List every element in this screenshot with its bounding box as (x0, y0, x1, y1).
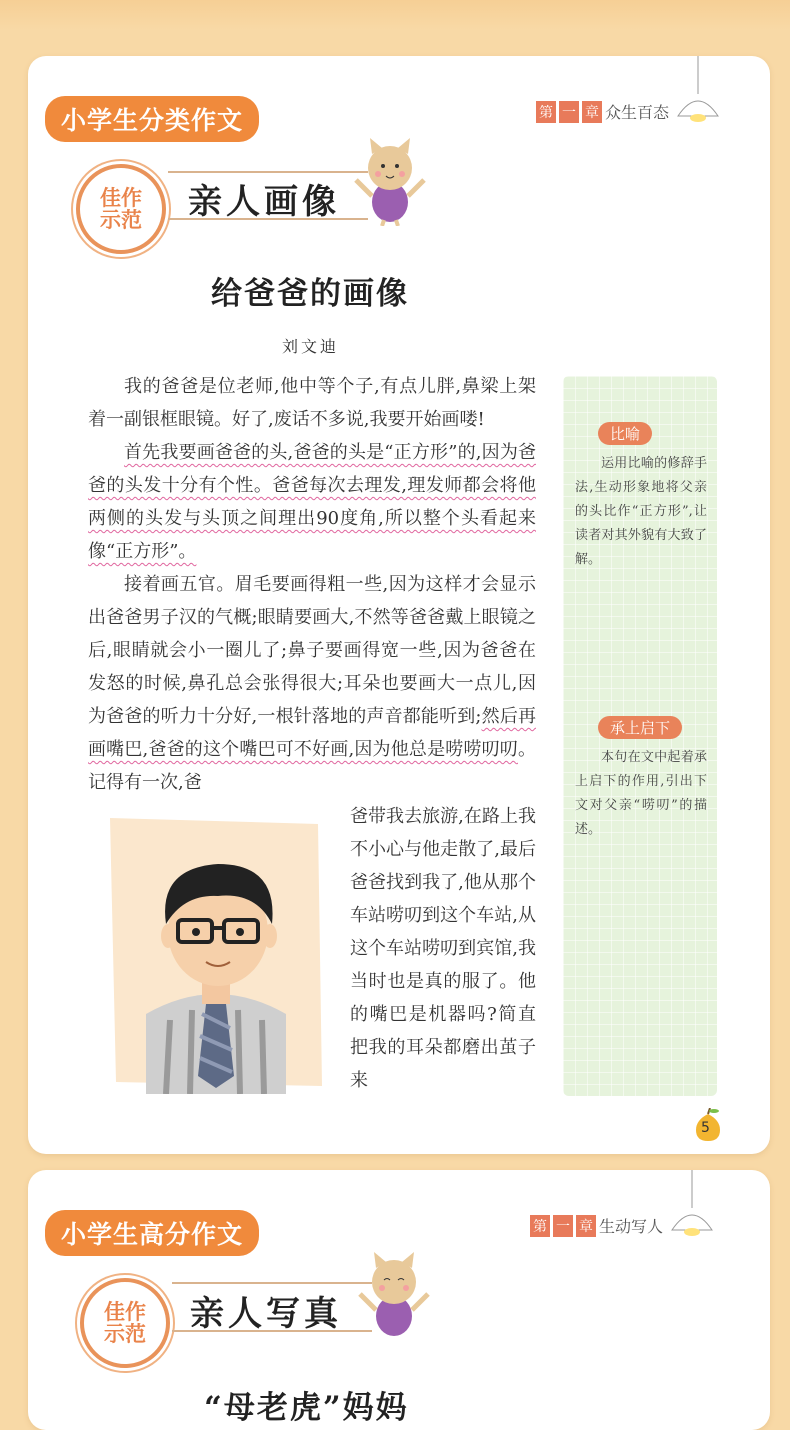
paragraph-3-wrap: 爸带我去旅游,在路上我不小心与他走散了,最后爸爸找到我了,他从那个车站唠叨到这个车站,从这个车站唠叨到宾馆,我当时也是真的服了。他的嘴巴是机器吗?简直把我的耳朵都磨出茧子来 (350, 806, 536, 1091)
essay-title-2: “母老虎”妈妈 (204, 1390, 409, 1426)
book-page-1 (28, 56, 770, 1154)
paragraph-3-tail: 。记得有一次,爸 (88, 739, 536, 793)
banner2-line-top (172, 1282, 372, 1284)
chapter-header (536, 100, 669, 123)
lamp-icon-2 (668, 1170, 718, 1240)
badge-line-2: 示范 (100, 208, 142, 232)
page-number-text: 5 (701, 1120, 710, 1136)
badge-line-1: 佳作 (100, 185, 142, 210)
chapter-box-2: 一 (559, 101, 579, 123)
chapter-header-2 (530, 1214, 663, 1237)
badge-exemplary-2 (80, 1278, 170, 1368)
banner-line-top (168, 171, 368, 173)
section-title: 亲人画像 (188, 182, 340, 222)
book-page-2 (28, 1170, 770, 1430)
note-tag-metaphor: 比喻 (598, 422, 652, 445)
dad-portrait-image (106, 814, 326, 1094)
paragraph-3-text: 接着画五官。眉毛要画得粗一些,因为这样才会显示出爸爸男子汉的气概;眼睛要画大,不然等爸爸戴上眼镜之后,眼睛就会小一圈儿了;鼻子要画得宽一些,因为爸爸在发怒的时候,鼻孔总会张得很大;耳朵也要画大一点儿,因为爸爸的听力十分好,一根针落地的声音都能听到; (88, 574, 536, 727)
chapter-box-3: 章 (582, 101, 602, 123)
note-text-metaphor: 运用比喻的修辞手法,生动形象地将父亲的头比作“正方形”,让读者对其外貌有大致了解。 (575, 456, 707, 567)
chapter-box-1: 第 (536, 101, 556, 123)
note-tag-transition: 承上启下 (598, 716, 682, 739)
underlined-simile: 首先我要画爸爸的头,爸爸的头是“正方形”的,因为爸爸的头发十分有个性。爸爸每次去理发,理发师都会将他两侧的头发与头顶之间理出90度角,所以整个头看起来像“正方形”。 (88, 442, 536, 562)
badge-exemplary (76, 164, 166, 254)
chapter2-title: 生动写人 (599, 1217, 664, 1236)
category-tag-2: 小学生高分作文 (45, 1210, 259, 1256)
chapter-title: 众生百态 (605, 103, 670, 122)
underlined-transition: 然后再画嘴巴,爸爸的这个嘴巴可不好画,因为他总是唠唠叨叨 (88, 706, 536, 760)
chapter2-box-1: 第 (530, 1215, 550, 1237)
paragraph-1: 我的爸爸是位老师,他中等个子,有点儿胖,鼻梁上架着一副银框眼镜。好了,废话不多说,我要开始画喽! (88, 376, 536, 430)
cat-mascot-icon-2 (352, 1250, 436, 1340)
note-text-transition: 本句在文中起着承上启下的作用,引出下文对父亲“唠叨”的描述。 (575, 750, 707, 837)
badge2-line-2: 示范 (104, 1322, 146, 1346)
essay-title: 给爸爸的画像 (211, 276, 409, 312)
chapter2-box-2: 一 (553, 1215, 573, 1237)
paragraph-3 (88, 568, 536, 799)
chapter2-box-3: 章 (576, 1215, 596, 1237)
page-number (692, 1108, 724, 1142)
lamp-icon (674, 56, 724, 126)
top-strip (0, 0, 790, 30)
author-name: 刘文迪 (282, 337, 340, 356)
cat-mascot-icon (348, 136, 432, 226)
category-tag: 小学生分类作文 (45, 96, 259, 142)
badge2-line-1: 佳作 (104, 1299, 146, 1324)
paragraph-2 (88, 436, 536, 568)
section-title-2: 亲人写真 (190, 1294, 342, 1334)
